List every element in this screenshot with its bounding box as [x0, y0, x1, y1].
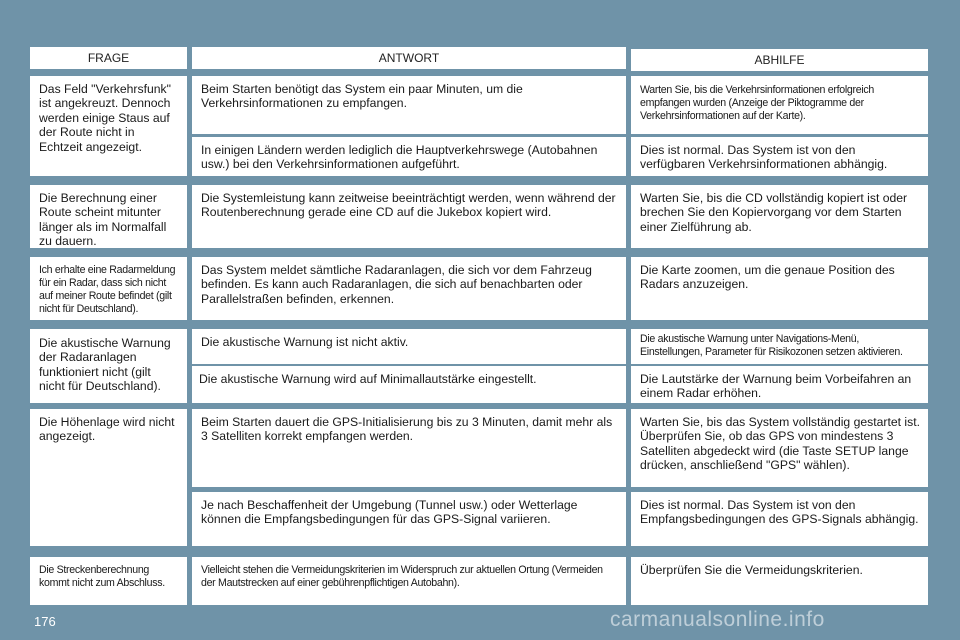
abhilfe-cell: Überprüfen Sie die Vermeidungskriterien. [631, 557, 928, 605]
page-number: 176 [34, 614, 56, 629]
frage-cell: Die Streckenberechnung kommt nicht zum Abschluss. [30, 557, 187, 605]
antwort-cell: Beim Starten benötigt das System ein paar Minuten, um die Verkehrsinformationen zu empfangen. [192, 76, 626, 134]
watermark: carmanualsonline.info [610, 608, 825, 631]
antwort-cell: Je nach Beschaffenheit der Umgebung (Tunnel usw.) oder Wetterlage können die Empfangsbedingungen für das GPS-Signal variieren. [192, 492, 626, 546]
frage-cell: Die Höhenlage wird nicht angezeigt. [30, 409, 187, 546]
header-frage: FRAGE [30, 47, 187, 69]
frage-cell: Die Berechnung einer Route scheint mitunter länger als im Normalfall zu dauern. [30, 185, 187, 248]
antwort-cell: Die akustische Warnung wird auf Minimallautstärke eingestellt. [192, 366, 626, 403]
abhilfe-cell: Warten Sie, bis die CD vollständig kopiert ist oder brechen Sie den Kopiervorgang vor dem Starten einer Zielführung ab. [631, 185, 928, 248]
abhilfe-cell: Dies ist normal. Das System ist von den Empfangsbedingungen des GPS-Signals abhängig. [631, 492, 928, 546]
abhilfe-cell: Warten Sie, bis das System vollständig gestartet ist. Überprüfen Sie, ob das GPS von mindestens 3 Satelliten abgedeckt wird (die Taste SETUP lange drücken, anschließend "GPS" wählen). [631, 409, 928, 487]
antwort-cell: Die akustische Warnung ist nicht aktiv. [192, 329, 626, 364]
abhilfe-cell: Die Karte zoomen, um die genaue Position des Radars anzuzeigen. [631, 257, 928, 320]
header-abhilfe: ABHILFE [631, 49, 928, 71]
antwort-cell: Vielleicht stehen die Vermeidungskriterien im Widerspruch zur aktuellen Ortung (Vermeiden der Mautstrecken auf einer gebührenpflichtigen Autobahn). [192, 557, 626, 605]
abhilfe-cell: Warten Sie, bis die Verkehrsinformationen erfolgreich empfangen wurden (Anzeige der Piktogramme der Verkehrsinformationen auf der Karte). [631, 76, 928, 134]
abhilfe-cell: Die Lautstärke der Warnung beim Vorbeifahren an einem Radar erhöhen. [631, 366, 928, 403]
frage-cell: Ich erhalte eine Radarmeldung für ein Radar, dass sich nicht auf meiner Route befindet (gilt nicht für Deutschland). [30, 257, 187, 320]
frage-cell: Die akustische Warnung der Radaranlagen funktioniert nicht (gilt nicht für Deutschland). [30, 329, 187, 403]
antwort-cell: Beim Starten dauert die GPS-Initialisierung bis zu 3 Minuten, damit mehr als 3 Satelliten korrekt empfangen werden. [192, 409, 626, 487]
antwort-cell: In einigen Ländern werden lediglich die Hauptverkehrswege (Autobahnen usw.) bei den Verkehrsinformationen aufgeführt. [192, 137, 626, 176]
frage-cell: Das Feld "Verkehrsfunk" ist angekreuzt. Dennoch werden einige Staus auf der Route nicht in Echtzeit angezeigt. [30, 76, 187, 176]
antwort-cell: Das System meldet sämtliche Radaranlagen, die sich vor dem Fahrzeug befinden. Es kann auch Radaranlagen, die sich auf benachbarten oder Parallelstraßen befinden, erkennen. [192, 257, 626, 320]
antwort-cell: Die Systemleistung kann zeitweise beeinträchtigt werden, wenn während der Routenberechnung gerade eine CD auf die Jukebox kopiert wird. [192, 185, 626, 248]
abhilfe-cell: Die akustische Warnung unter Navigations-Menü, Einstellungen, Parameter für Risikozonen setzen aktivieren. [631, 329, 928, 364]
header-antwort: ANTWORT [192, 47, 626, 69]
abhilfe-cell: Dies ist normal. Das System ist von den verfügbaren Verkehrsinformationen abhängig. [631, 137, 928, 176]
